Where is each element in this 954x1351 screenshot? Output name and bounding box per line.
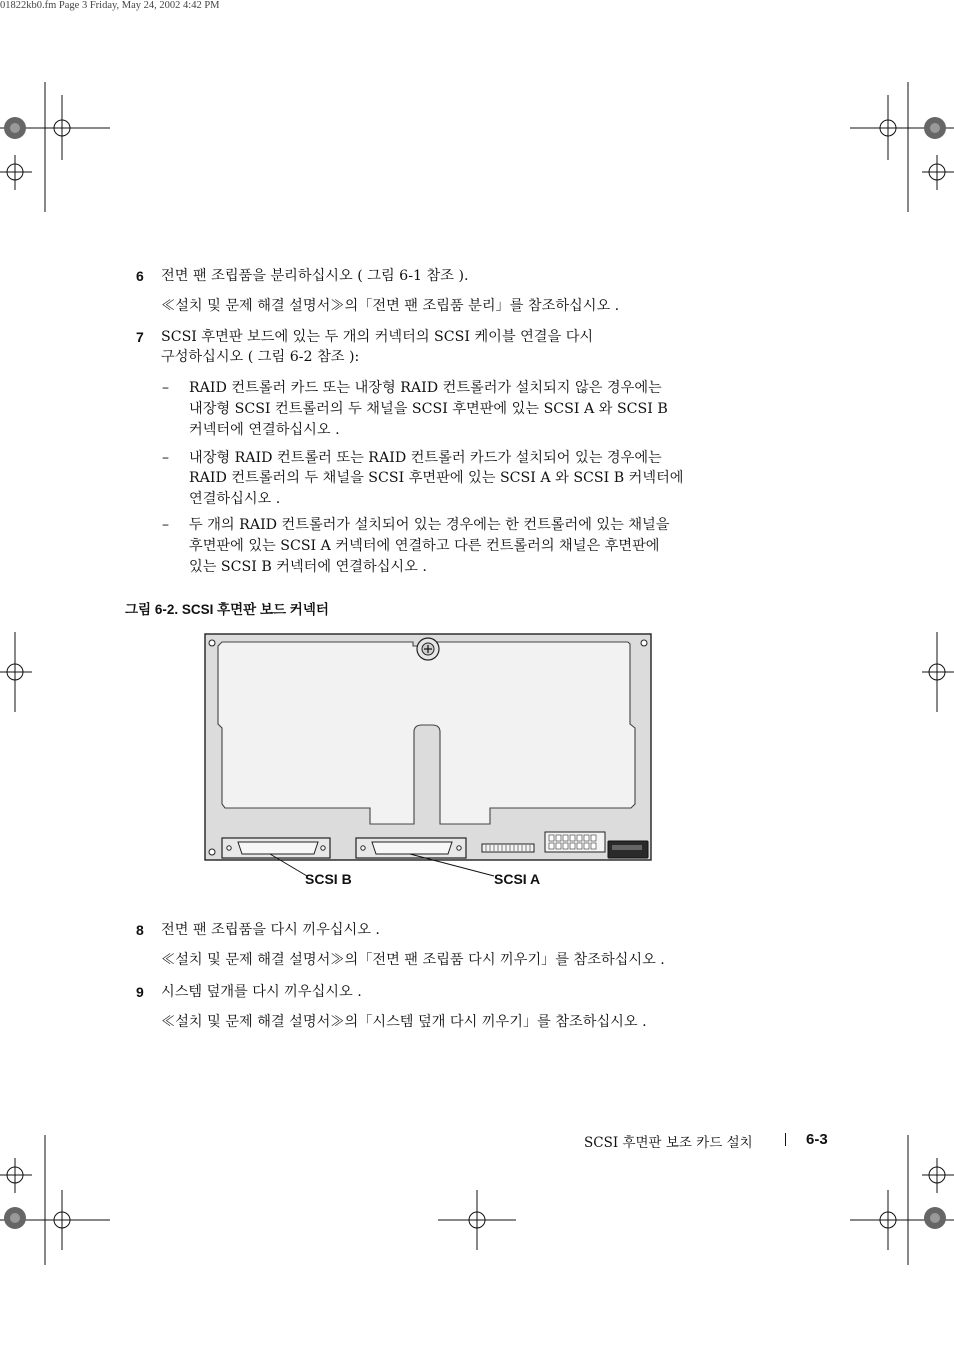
step-reference: ≪설치 및 문제 해결 설명서≫의「전면 팬 조립품 다시 끼우기」를 참조하십시오 . xyxy=(161,952,665,968)
bullet-text: 후면판에 있는 SCSI A 커넥터에 연결하고 다른 컨트롤러의 채널은 후면판에 xyxy=(189,538,660,554)
scsi-backplane-board-illustration xyxy=(200,628,660,898)
step-text: SCSI 후면판 보드에 있는 두 개의 커넥터의 SCSI 케이블 연결을 다시 xyxy=(161,329,594,345)
footer-section-title: SCSI 후면판 보조 카드 설치 xyxy=(584,1135,753,1151)
scsi-b-label: SCSI B xyxy=(305,871,352,887)
bullet-text: 연결하십시오 . xyxy=(189,491,281,507)
bullet-text: 내장형 SCSI 컨트롤러의 두 채널을 SCSI 후면판에 있는 SCSI A 와 SCSI B xyxy=(189,401,668,417)
step-number: 7 xyxy=(136,329,144,345)
bullet-text: 두 개의 RAID 컨트롤러가 설치되어 있는 경우에는 한 컨트롤러에 있는 채널을 xyxy=(189,517,670,533)
step-reference: ≪설치 및 문제 해결 설명서≫의「전면 팬 조립품 분리」를 참조하십시오 . xyxy=(161,298,620,314)
step-number: 8 xyxy=(136,922,144,938)
bullet-text: 있는 SCSI B 커넥터에 연결하십시오 . xyxy=(189,559,427,575)
step-number: 6 xyxy=(136,268,144,284)
print-job-info: 01822kb0.fm Page 3 Friday, May 24, 2002 4:42 PM xyxy=(0,0,220,11)
scsi-a-label: SCSI A xyxy=(494,871,541,887)
step-reference: ≪설치 및 문제 해결 설명서≫의「시스템 덮개 다시 끼우기」를 참조하십시오 . xyxy=(161,1014,647,1030)
page-number: 6-3 xyxy=(806,1131,828,1148)
step-number: 9 xyxy=(136,984,144,1000)
bullet-dash: – xyxy=(162,450,169,466)
step-text: 전면 팬 조립품을 분리하십시오 ( 그림 6-1 참조 ). xyxy=(161,268,469,284)
step-text: 구성하십시오 ( 그림 6-2 참조 ): xyxy=(161,349,360,365)
footer-divider xyxy=(785,1133,786,1146)
bullet-text: RAID 컨트롤러의 두 채널을 SCSI 후면판에 있는 SCSI A 와 SCSI B 커넥터에 xyxy=(189,470,684,486)
bullet-text: 내장형 RAID 컨트롤러 또는 RAID 컨트롤러 카드가 설치되어 있는 경우에는 xyxy=(189,450,662,466)
bullet-text: RAID 컨트롤러 카드 또는 내장형 RAID 컨트롤러가 설치되지 않은 경우에는 xyxy=(189,380,662,396)
bullet-dash: – xyxy=(162,380,169,396)
step-text: 전면 팬 조립품을 다시 끼우십시오 . xyxy=(161,922,380,938)
figure-caption: 그림 6-2. SCSI 후면판 보드 커넥터 xyxy=(125,602,329,617)
step-text: 시스템 덮개를 다시 끼우십시오 . xyxy=(161,984,362,1000)
bullet-dash: – xyxy=(162,517,169,533)
bullet-text: 커넥터에 연결하십시오 . xyxy=(189,422,340,438)
